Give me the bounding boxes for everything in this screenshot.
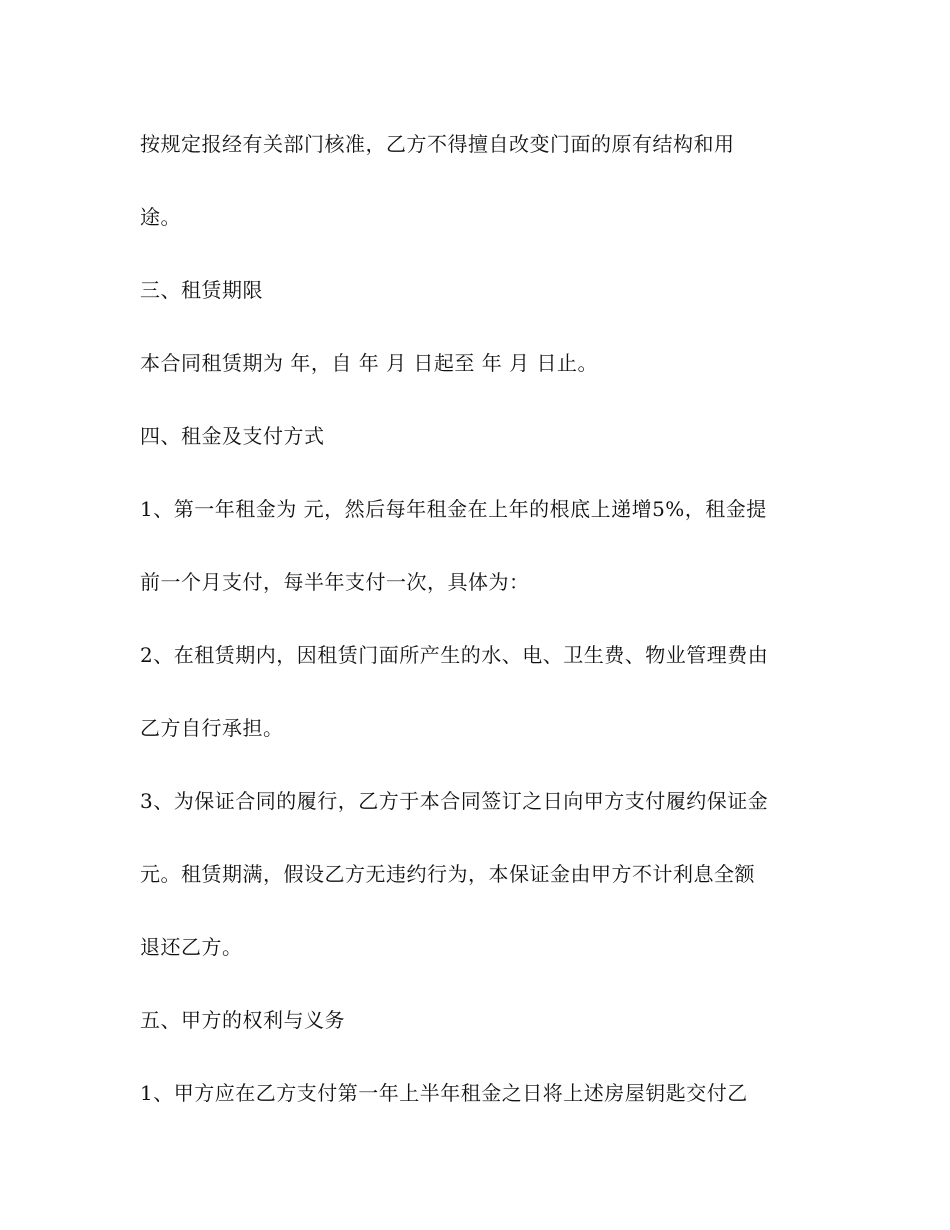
paragraph-line: 2、在租赁期内，因租赁门面所产生的水、电、卫生费、物业管理费由 [140,643,769,667]
paragraph-line: 乙方自行承担。 [140,716,284,740]
paragraph-line: 本合同租赁期为 年，自 年 月 日起至 年 月 日止。 [140,351,599,375]
section-heading-lease-term: 三、租赁期限 [140,278,263,302]
paragraph-line: 按规定报经有关部门核准，乙方不得擅自改变门面的原有结构和用 [140,132,735,156]
paragraph-line: 途。 [140,205,181,229]
section-heading-rent-payment: 四、租金及支付方式 [140,424,325,448]
paragraph-line: 退还乙方。 [140,935,243,959]
paragraph-line: 1、第一年租金为 元，然后每年租金在上年的根底上递增5%，租金提 [140,497,767,521]
paragraph-line: 元。租赁期满，假设乙方无违约行为，本保证金由甲方不计利息全额 [140,862,755,886]
section-heading-party-a-rights: 五、甲方的权利与义务 [140,1008,345,1032]
paragraph-line: 前一个月支付，每半年支付一次，具体为： [140,570,530,594]
paragraph-line: 1、甲方应在乙方支付第一年上半年租金之日将上述房屋钥匙交付乙 [140,1081,748,1105]
paragraph-line: 3、为保证合同的履行，乙方于本合同签订之日向甲方支付履约保证金 [140,789,769,813]
